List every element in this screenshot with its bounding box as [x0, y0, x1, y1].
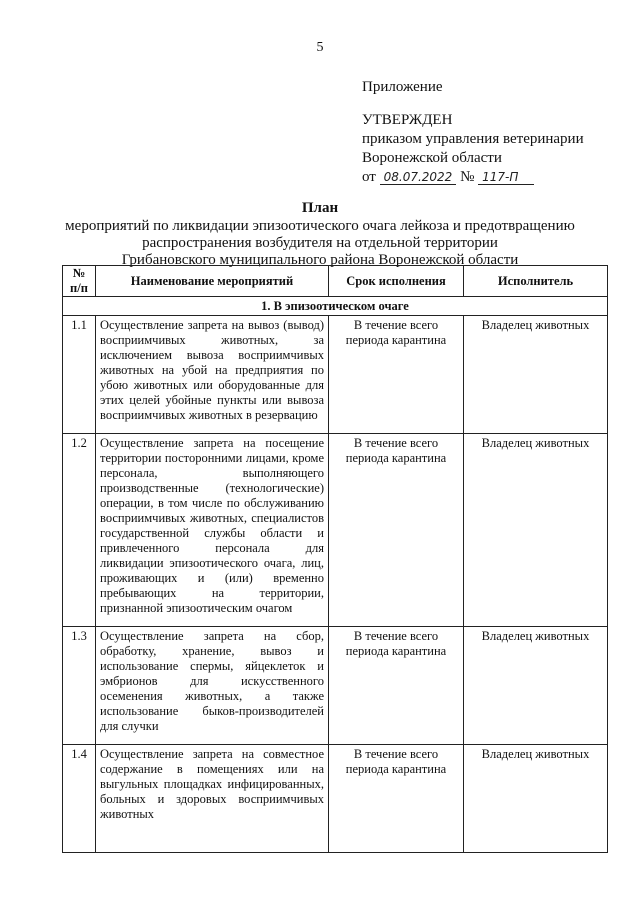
- header-executor: Исполнитель: [464, 266, 608, 297]
- appendix-label: Приложение: [362, 79, 443, 95]
- measures-table: [62, 265, 608, 853]
- row-measure: Осуществление запрета на посещение территории посторонними лицами, кроме персонала, выполняющего производственные (технологические) операции, в том числе по обслуживанию восприимчивых животных, специалистов государственной службы области и привлеченного персонала для ликвидации эпизоотического очага, лиц, проживающих и (или) временно пребывающих на территории, признанной эпизоотическим очагом: [96, 434, 329, 627]
- table-header-row: [63, 266, 608, 297]
- row-term: В течение всего периода карантина: [329, 627, 464, 745]
- plan-subtitle: [40, 218, 600, 269]
- plan-subtitle-line-2: распространения возбудителя на отдельной территории: [142, 235, 498, 251]
- plan-subtitle-line-3: Грибановского муниципального района Воронежской области: [121, 252, 519, 268]
- number-prefix: №: [460, 169, 475, 185]
- table-row: [63, 745, 608, 853]
- row-num: 1.4: [63, 745, 96, 853]
- section-row: [63, 297, 608, 316]
- row-num: 1.1: [63, 316, 96, 434]
- plan-subtitle-line-1: мероприятий по ликвидации эпизоотического очага лейкоза и предотвращению: [65, 218, 575, 234]
- plan-title: План: [301, 200, 339, 216]
- header-name: Наименование мероприятий: [96, 266, 329, 297]
- row-executor: Владелец животных: [464, 434, 608, 627]
- row-executor: Владелец животных: [464, 316, 608, 434]
- header-num: № п/п: [63, 266, 96, 297]
- table-row: [63, 434, 608, 627]
- date-prefix: от: [362, 169, 376, 185]
- approval-region-line: Воронежской области: [362, 150, 502, 166]
- row-measure: Осуществление запрета на совместное содержание в помещениях или на выгульных площадках инфицированных, больных и здоровых восприимчивых животных: [96, 745, 329, 853]
- row-num: 1.3: [63, 627, 96, 745]
- row-term: В течение всего периода карантина: [329, 316, 464, 434]
- row-num: 1.2: [63, 434, 96, 627]
- handwritten-number: 117-П: [478, 170, 534, 185]
- approval-date-line: [362, 168, 612, 187]
- approval-block: [362, 78, 612, 187]
- table-row: [63, 316, 608, 434]
- row-executor: Владелец животных: [464, 745, 608, 853]
- handwritten-date: 08.07.2022: [380, 170, 457, 185]
- section-title: 1. В эпизоотическом очаге: [63, 297, 608, 316]
- approval-order-text: приказом управления ветеринарии: [362, 131, 584, 147]
- row-measure: Осуществление запрета на сбор, обработку, хранение, вывоз и использование спермы, яйцеклеток и эмбрионов для искусственного осеменения животных, а также использование быков-производителей для случки: [96, 627, 329, 745]
- header-term: Срок исполнения: [329, 266, 464, 297]
- approval-order-line: [362, 130, 612, 149]
- approved-label: УТВЕРЖДЕН: [362, 112, 453, 128]
- row-executor: Владелец животных: [464, 627, 608, 745]
- row-measure: Осуществление запрета на вывоз (вывод) восприимчивых животных, за исключением вывоза восприимчивых животных на убой на предприятия по убою животных или оборудованные для этих целей убойные пункты или вывоза восприимчивых животных в резервацию: [96, 316, 329, 434]
- table-row: [63, 627, 608, 745]
- page-number: 5: [316, 40, 324, 55]
- row-term: В течение всего периода карантина: [329, 745, 464, 853]
- row-term: В течение всего периода карантина: [329, 434, 464, 627]
